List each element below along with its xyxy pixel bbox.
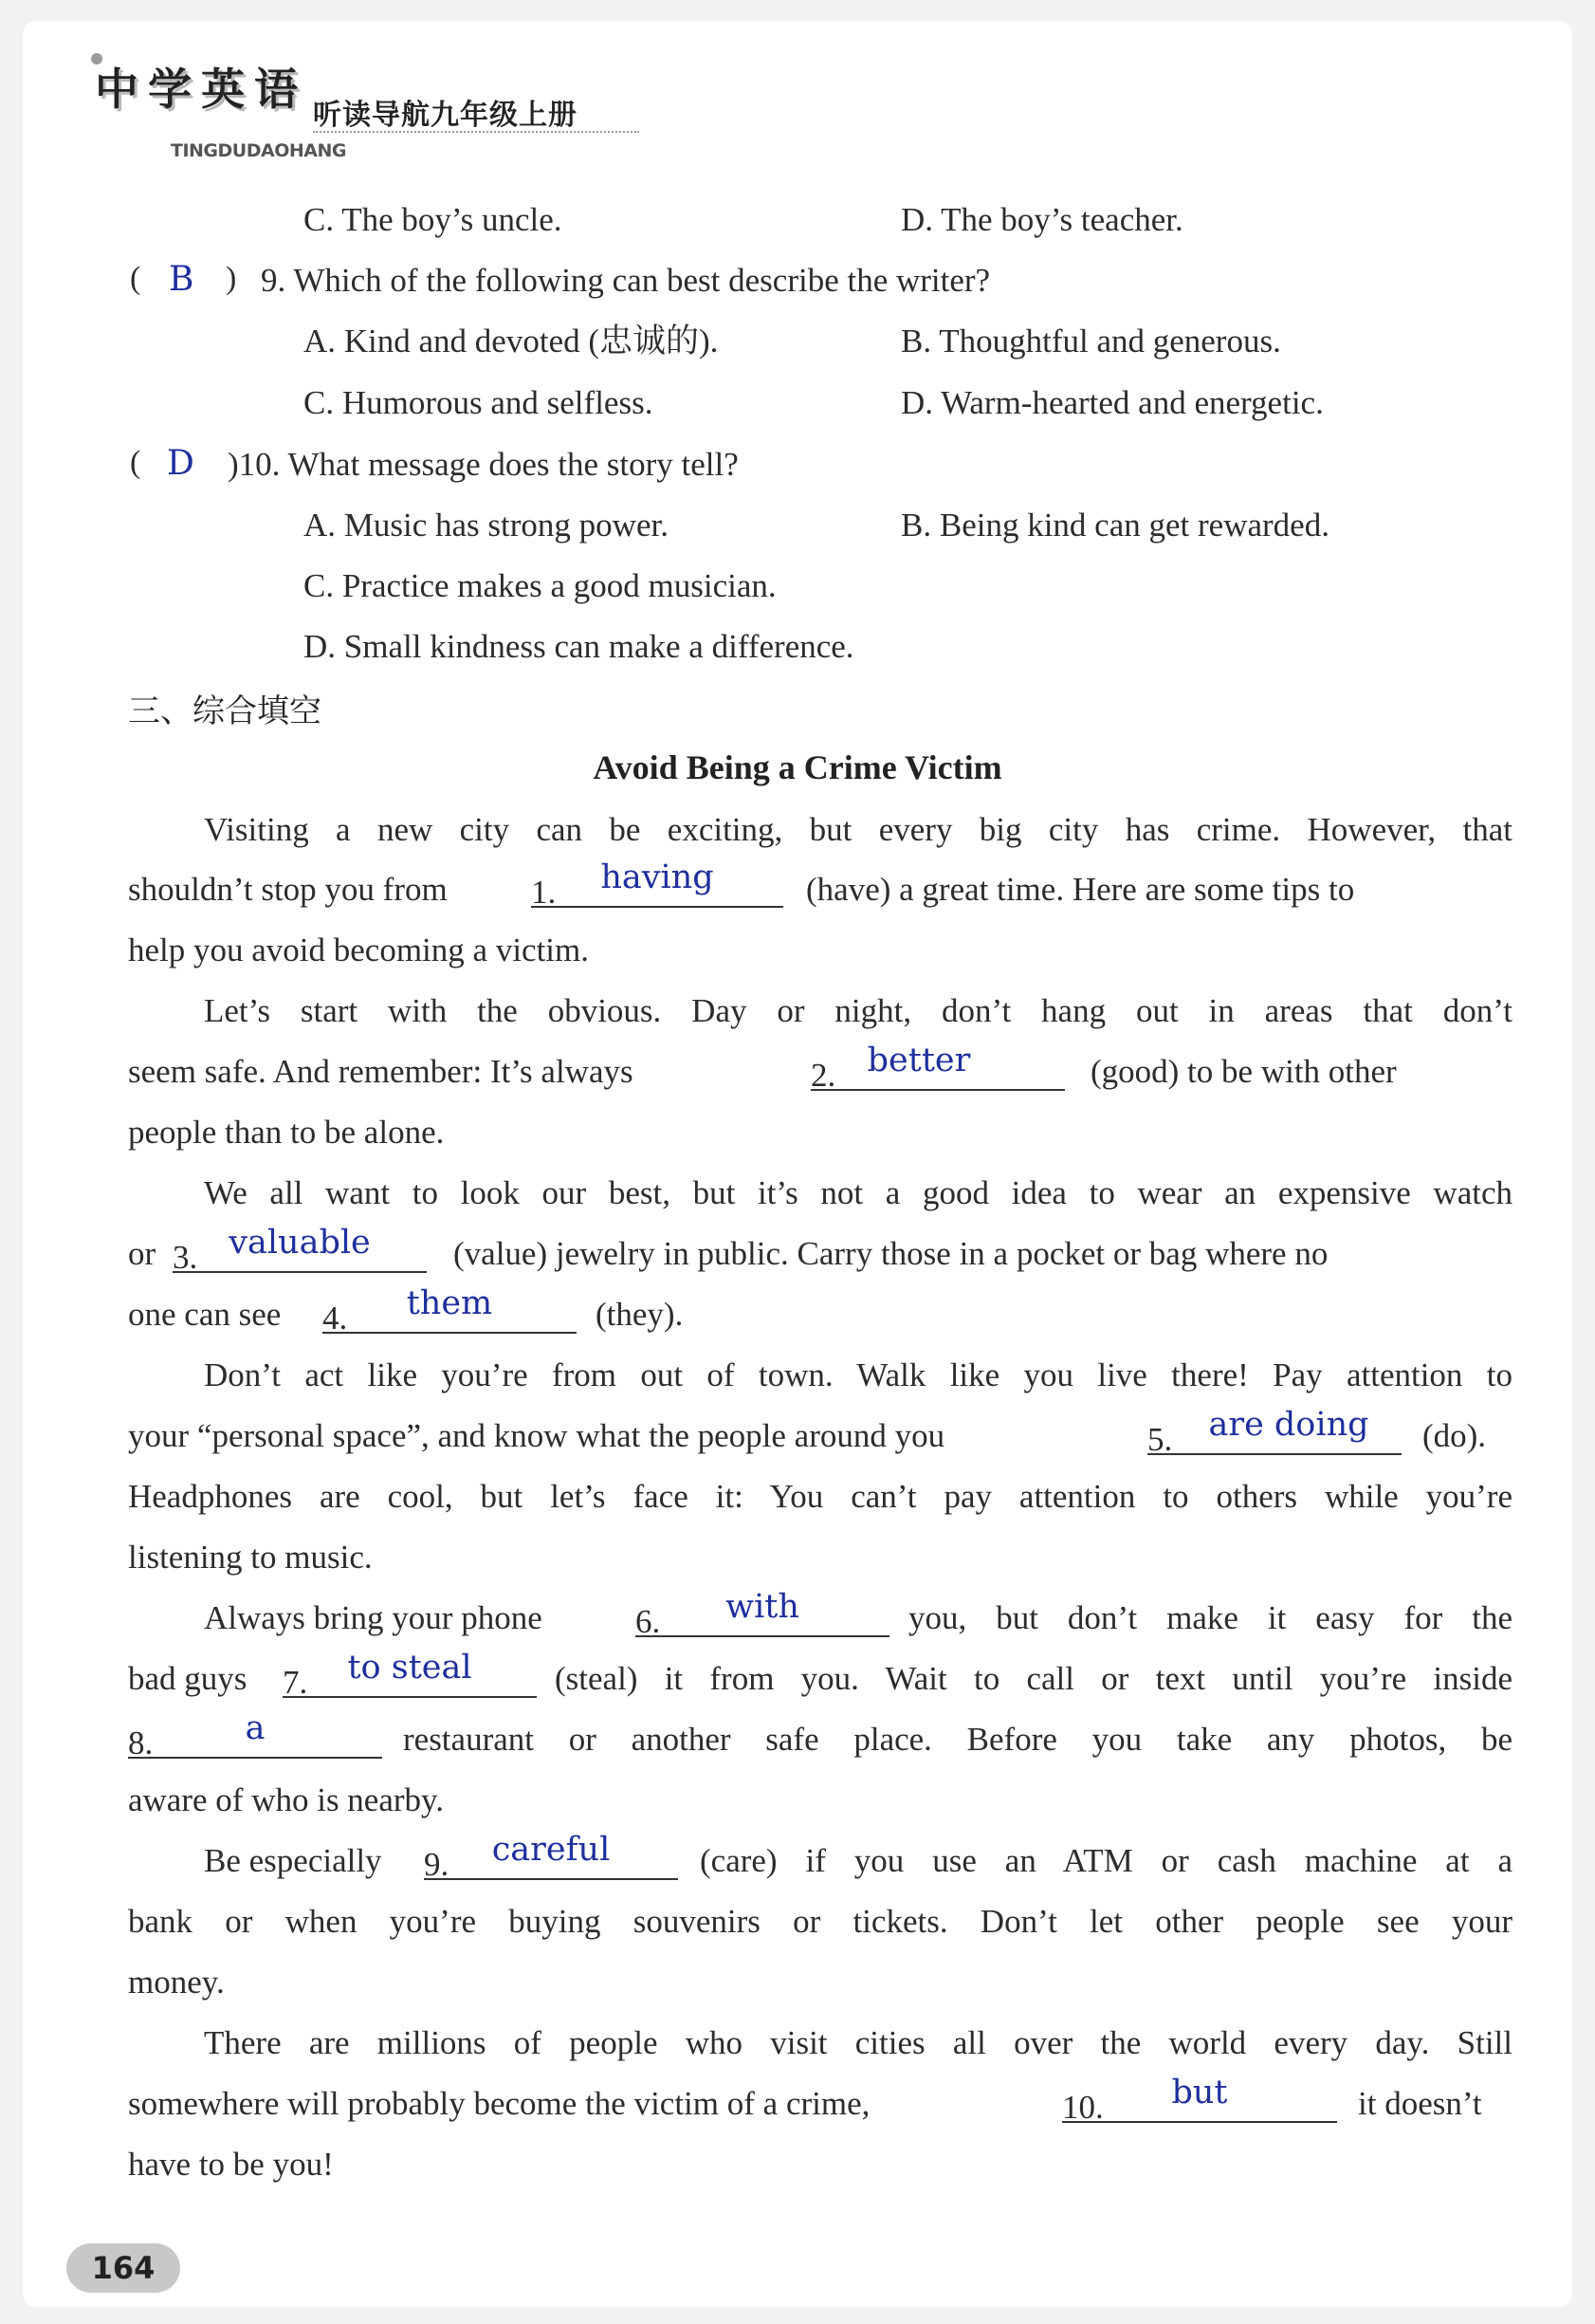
blank-7[interactable]: [283, 1649, 537, 1701]
passage-line: (steal) it from you. Wait to call or text until you’re inside: [555, 1660, 1512, 1697]
blank-1[interactable]: [531, 858, 783, 911]
page-sheet: [23, 21, 1572, 2307]
blank-answer: having: [600, 858, 714, 896]
blank-4[interactable]: [322, 1284, 577, 1337]
q9-paren-close: ): [226, 261, 237, 296]
section-heading: 三、综合填空: [128, 692, 321, 730]
passage-line: seem safe. And remember: It’s always: [128, 1053, 633, 1090]
q9-stem: 9. Which of the following can best describe the writer?: [261, 262, 991, 299]
blank-number: 6.: [635, 1603, 661, 1640]
blank-answer: valuable: [229, 1224, 371, 1262]
q8-option-c: C. The boy’s uncle.: [303, 201, 562, 238]
passage-line: bad guys: [128, 1660, 248, 1697]
q9-paren-open: (: [130, 261, 141, 296]
passage-line: it doesn’t: [1358, 2085, 1482, 2122]
blank-answer: a: [245, 1709, 266, 1747]
blank-answer: are doing: [1208, 1406, 1369, 1444]
blank-number: 7.: [283, 1664, 308, 1701]
passage-line: you, but don’t make it easy for the: [908, 1599, 1512, 1636]
passage-line: one can see: [128, 1296, 282, 1333]
passage-line: Always bring your phone: [204, 1599, 542, 1636]
passage-line: aware of who is nearby.: [128, 1781, 445, 1818]
blank-number: 8.: [128, 1725, 154, 1761]
q10-option-a: A. Music has strong power.: [303, 507, 669, 544]
blank-answer: them: [406, 1284, 493, 1322]
blank-5[interactable]: [1147, 1406, 1402, 1458]
header-divider: [313, 131, 639, 133]
blank-answer: careful: [491, 1831, 611, 1869]
blank-8[interactable]: [128, 1709, 382, 1761]
blank-answer: but: [1171, 2074, 1228, 2112]
blank-answer: with: [725, 1588, 799, 1626]
passage-line: (good) to be with other: [1091, 1053, 1397, 1090]
q8-option-d: D. The boy’s teacher.: [901, 201, 1183, 238]
passage-line: Don’t act like you’re from out of town. Walk like you live there! Pay attention to: [204, 1356, 1512, 1393]
blank-number: 1.: [531, 874, 557, 911]
passage-line: (have) a great time. Here are some tips to: [806, 871, 1355, 908]
passage-line: money.: [128, 1964, 225, 2001]
passage-line: somewhere will probably become the victim of a crime,: [128, 2085, 871, 2122]
book-pinyin: TINGDUDAOHANG: [171, 140, 346, 161]
q9-answer: B: [169, 260, 194, 299]
passage-line: (care) if you use an ATM or cash machine at a: [700, 1842, 1512, 1879]
q10-paren-open: (: [130, 445, 141, 480]
passage-line: Visiting a new city can be exciting, but every big city has crime. However, that: [204, 811, 1512, 848]
blank-number: 3.: [173, 1239, 198, 1276]
passage-line: have to be you!: [128, 2146, 334, 2183]
passage-line: or: [128, 1235, 156, 1272]
passage-title: Avoid Being a Crime Victim: [593, 748, 1002, 786]
q10-answer: D: [167, 444, 194, 483]
page-number: 164: [66, 2243, 180, 2293]
blank-number: 10.: [1062, 2089, 1104, 2126]
blank-6[interactable]: [635, 1588, 889, 1640]
passage-line: (value) jewelry in public. Carry those in a pocket or bag where no: [453, 1235, 1329, 1272]
blank-number: 5.: [1147, 1421, 1173, 1458]
passage-line: (do).: [1422, 1417, 1487, 1454]
book-subtitle: 听读导航九年级上册: [313, 99, 578, 132]
passage-line: Let’s start with the obvious. Day or night, don’t hang out in areas that don’t: [204, 992, 1512, 1029]
blank-10[interactable]: [1062, 2074, 1337, 2126]
book-title: 中学英语: [95, 64, 307, 115]
passage-line: We all want to look our best, but it’s not a good idea to wear an expensive watch: [204, 1174, 1512, 1211]
passage-line: listening to music.: [128, 1539, 373, 1576]
blank-number: 4.: [322, 1300, 348, 1337]
passage-line: (they).: [596, 1296, 684, 1333]
q10-stem: )10. What message does the story tell?: [228, 446, 739, 483]
passage-line: help you avoid becoming a victim.: [128, 931, 590, 968]
blank-number: 2.: [811, 1057, 836, 1094]
blank-answer: to steal: [347, 1649, 472, 1687]
passage-line: your “personal space”, and know what the people around you: [128, 1417, 945, 1454]
passage-line: Be especially: [204, 1842, 382, 1879]
blank-9[interactable]: [424, 1831, 678, 1883]
passage-line: Headphones are cool, but let’s face it: You can’t pay attention to others while you’re: [128, 1478, 1512, 1515]
passage-line: shouldn’t stop you from: [128, 871, 448, 908]
q10-option-d: D. Small kindness can make a difference.: [303, 628, 854, 665]
q9-option-c: C. Humorous and selfless.: [303, 384, 653, 421]
q9-option-b: B. Thoughtful and generous.: [901, 323, 1281, 360]
passage-line: people than to be alone.: [128, 1114, 445, 1151]
blank-3[interactable]: [173, 1224, 427, 1276]
passage-line: There are millions of people who visit cities all over the world every day. Still: [204, 2024, 1512, 2061]
passage-line: restaurant or another safe place. Before you take any photos, be: [403, 1721, 1512, 1758]
blank-2[interactable]: [811, 1042, 1065, 1094]
passage-line: bank or when you’re buying souvenirs or tickets. Don’t let other people see your: [128, 1903, 1512, 1940]
blank-number: 9.: [424, 1846, 449, 1883]
q9-option-d: D. Warm-hearted and energetic.: [901, 384, 1324, 421]
q9-option-a: A. Kind and devoted (忠诚的).: [303, 323, 719, 360]
q10-option-c: C. Practice makes a good musician.: [303, 567, 777, 604]
q10-option-b: B. Being kind can get rewarded.: [901, 507, 1329, 544]
blank-answer: better: [867, 1042, 971, 1079]
